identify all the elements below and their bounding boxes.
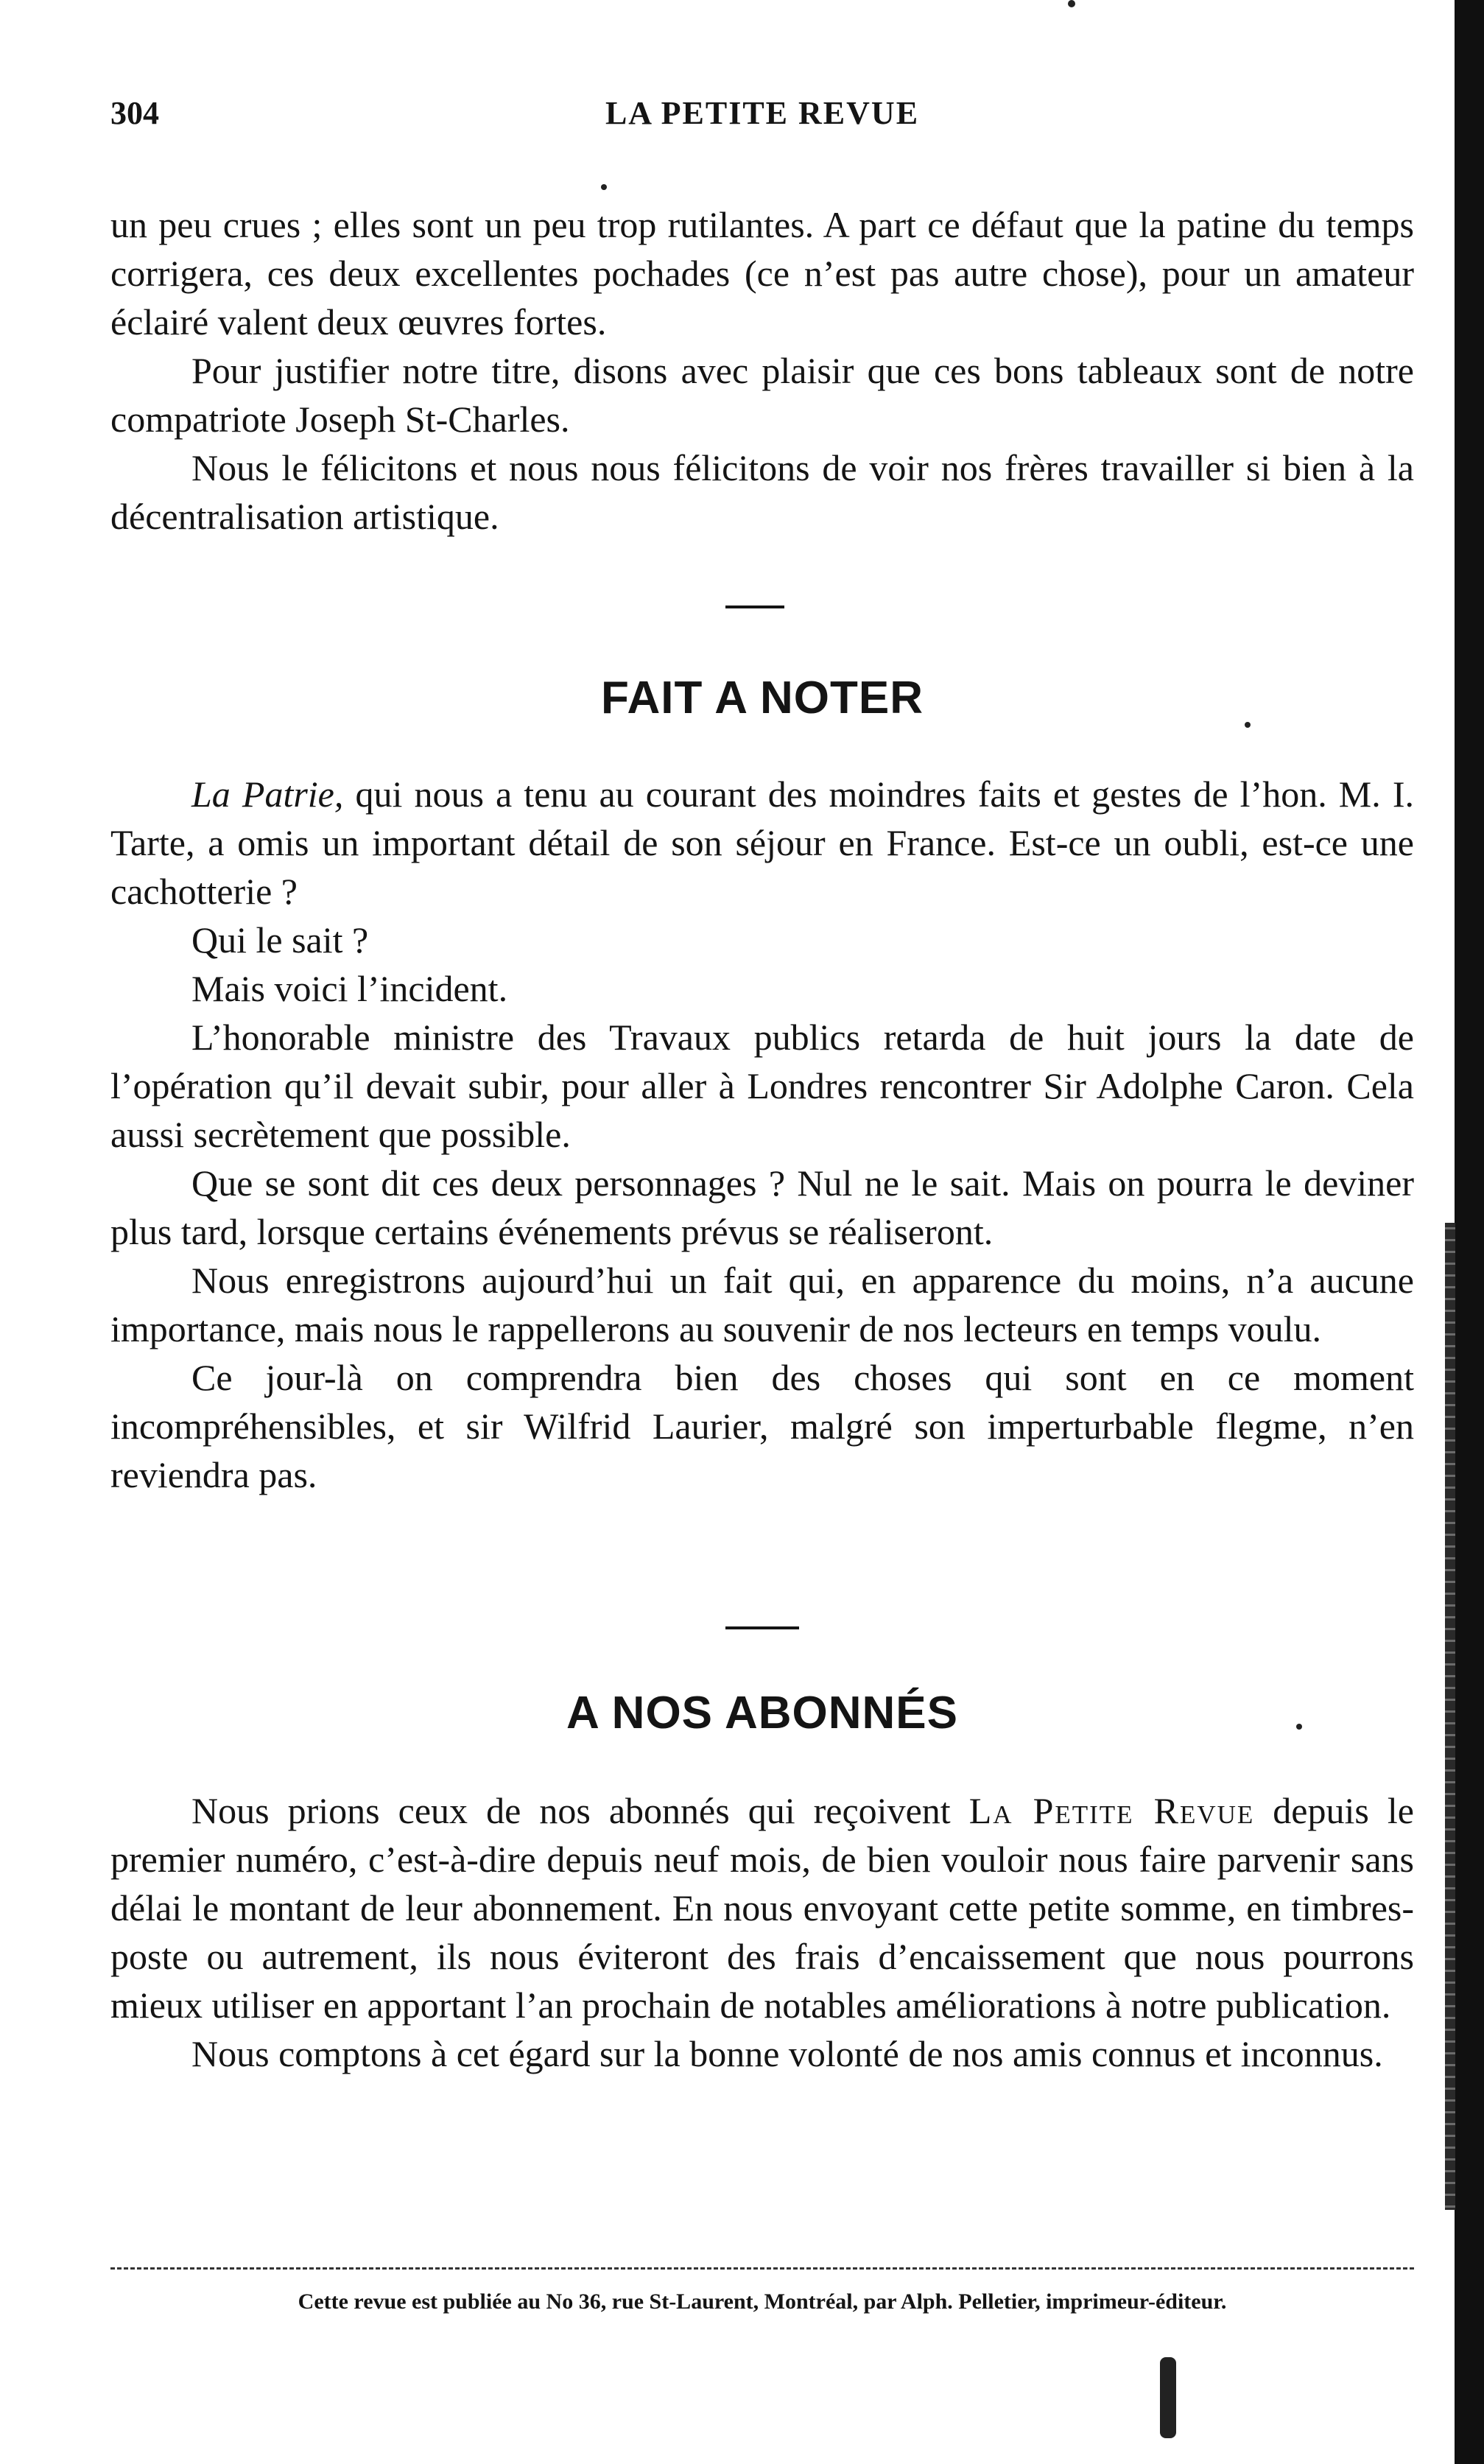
section-divider-rule xyxy=(725,1626,799,1629)
scan-edge-shadow xyxy=(1455,0,1484,2464)
abonnes-paragraph-1-start: Nous prions ceux de nos abonnés qui reçoivent xyxy=(191,1790,969,1831)
fait-paragraph-7: Ce jour-là on comprendra bien des choses qui sont en ce moment incompréhensibles, et sir Wilfrid Laurier, malgré son imperturbable flegme, n’en reviendra pas. xyxy=(110,1357,1414,1495)
footer-rule xyxy=(110,2267,1414,2270)
footer-imprint: Cette revue est publiée au No 36, rue St-Laurent, Montréal, par Alph. Pelletier, imprimeur-éditeur. xyxy=(298,2289,1227,2314)
fait-paragraph-2: Qui le sait ? xyxy=(191,919,369,961)
journal-name-smallcaps: La Petite Revue xyxy=(968,1790,1255,1831)
scan-speck xyxy=(1245,722,1251,728)
fait-paragraph-6: Nous enregistrons aujourd’hui un fait qui, en apparence du moins, n’a aucune importance, mais nous le rappellerons au souvenir de nos lecteurs en temps voulu. xyxy=(110,1260,1414,1349)
intro-paragraph-1: un peu crues ; elles sont un peu trop rutilantes. A part ce défaut que la patine du temps corrigera, ces deux excellentes pochades (ce n’est pas autre chose), pour un amateur éclairé valent deux œuvres fortes. xyxy=(110,204,1414,343)
fait-a-noter-text-block xyxy=(110,770,1414,1499)
abonnes-text-block xyxy=(110,1786,1414,2078)
intro-paragraph-2: Pour justifier notre titre, disons avec plaisir que ces bons tableaux sont de notre compatriote Joseph St-Charles. xyxy=(110,350,1414,440)
scan-speck xyxy=(601,184,607,190)
fait-paragraph-1 xyxy=(110,770,1414,916)
intro-paragraph-3: Nous le félicitons et nous nous félicitons de voir nos frères travailler si bien à la décentralisation artistique. xyxy=(110,447,1414,537)
abonnes-paragraph-1 xyxy=(110,1786,1414,2029)
scan-speck xyxy=(1068,0,1075,7)
scan-smudge xyxy=(1160,2357,1176,2438)
section-divider-rule xyxy=(725,606,784,608)
page-header xyxy=(110,94,1414,146)
scan-edge-texture xyxy=(1445,1223,1455,2210)
running-title: LA PETITE REVUE xyxy=(605,95,920,131)
newspaper-title: La Patrie, xyxy=(191,773,344,815)
fait-paragraph-4: L’honorable ministre des Travaux publics retarda de huit jours la date de l’opération qu’il devait subir, pour aller à Londres rencontrer Sir Adolphe Caron. Cela aussi secrètement que possible. xyxy=(110,1017,1414,1155)
section-heading-a-nos-abonnes: A NOS ABONNÉS xyxy=(566,1688,958,1738)
intro-text-block xyxy=(110,200,1414,541)
fait-paragraph-1-text: qui nous a tenu au courant des moindres faits et gestes de l’hon. M. I. Tarte, a omis un important détail de son séjour en France. Est-ce un oubli, est-ce une cachotterie ? xyxy=(110,773,1414,912)
fait-paragraph-5: Que se sont dit ces deux personnages ? Nul ne le sait. Mais on pourra le deviner plus tard, lorsque certains événements prévus se réaliseront. xyxy=(110,1162,1414,1252)
section-heading-fait-a-noter: FAIT A NOTER xyxy=(601,673,924,723)
scan-speck xyxy=(1296,1724,1302,1730)
fait-paragraph-3: Mais voici l’incident. xyxy=(191,968,508,1009)
page-number: 304 xyxy=(110,95,159,131)
abonnes-paragraph-1-rest: depuis le premier numéro, c’est-à-dire depuis neuf mois, de bien vouloir nous faire parvenir sans délai le montant de leur abonnement. En nous envoyant cette petite somme, en timbres-poste ou autrement, ils nous éviteront des frais d’encaissement que nous pourrons mieux utiliser en apportant l’an prochain de notables améliorations à notre publication. xyxy=(110,1790,1414,2026)
abonnes-paragraph-2: Nous comptons à cet égard sur la bonne volonté de nos amis connus et inconnus. xyxy=(191,2033,1383,2074)
